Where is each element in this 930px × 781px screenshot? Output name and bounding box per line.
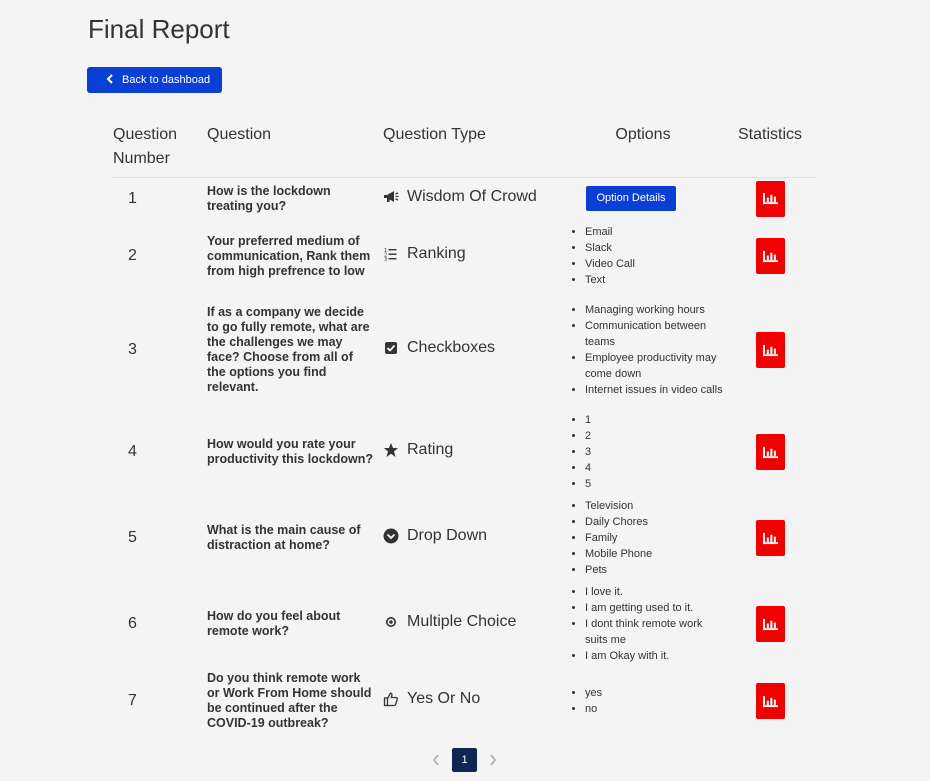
question-type	[383, 178, 563, 220]
header-question-type: Question Type	[383, 118, 563, 178]
table-row	[113, 407, 817, 497]
option-item: • 5	[585, 476, 723, 492]
question-options	[563, 219, 723, 293]
question-type	[383, 669, 563, 733]
header-number-line1: Question	[113, 126, 178, 143]
option-item: • 2	[585, 428, 723, 444]
report-table	[113, 118, 817, 733]
question-text: How would you rate your productivity this lockdown?	[207, 437, 373, 466]
question-text: Do you think remote work or Work From Home should be continued after the COVID-19 outbreak?	[207, 671, 372, 730]
table-row	[113, 579, 817, 669]
bar-chart-icon	[762, 695, 779, 708]
option-item: • Communication between teams	[585, 318, 723, 350]
question-type-label: Drop Down	[407, 527, 488, 544]
table-row	[113, 219, 817, 293]
option-item: • I am Okay with it.	[585, 648, 723, 664]
option-item: • yes	[585, 685, 723, 701]
question-type	[383, 497, 563, 579]
header-number-line2: Number	[113, 150, 170, 167]
star-icon	[383, 442, 399, 458]
options-list	[563, 584, 723, 664]
question-text: Your preferred medium of communication, Rank them from high prefrence to low	[207, 233, 371, 278]
statistics-button[interactable]	[756, 238, 785, 274]
question-options	[563, 497, 723, 579]
statistics-button[interactable]	[756, 181, 785, 217]
checkbox-icon	[383, 340, 399, 356]
statistics-cell	[723, 579, 817, 669]
chevron-left-icon	[103, 74, 116, 87]
option-item: • Managing working hours	[585, 302, 723, 318]
option-item: • Internet issues in video calls	[585, 382, 723, 398]
question-number: 6	[128, 615, 137, 632]
question-number: 4	[128, 443, 137, 460]
option-item: • I love it.	[585, 584, 723, 600]
bar-chart-icon	[762, 618, 779, 631]
megaphone-icon	[383, 189, 399, 205]
option-item: • Family	[585, 530, 723, 546]
bar-chart-icon	[762, 344, 779, 357]
bar-chart-icon	[762, 250, 779, 263]
question-type-label: Ranking	[407, 245, 466, 262]
statistics-cell	[723, 219, 817, 293]
question-type	[383, 407, 563, 497]
option-item: • Email	[585, 224, 723, 240]
question-options	[563, 293, 723, 407]
page-button-current[interactable]: 1	[452, 748, 477, 772]
option-item: • no	[585, 701, 723, 717]
header-question-number	[113, 118, 207, 178]
statistics-cell	[723, 669, 817, 733]
option-item: • I dont think remote work suits me	[585, 616, 723, 648]
radio-button-icon	[383, 614, 399, 630]
question-number: 3	[128, 341, 137, 358]
option-item: • Daily Chores	[585, 514, 723, 530]
table-row	[113, 293, 817, 407]
chevron-circle-down-icon	[383, 528, 399, 544]
option-item: • 1	[585, 412, 723, 428]
svg-text:1: 1	[384, 248, 388, 254]
header-question: Question	[207, 118, 383, 178]
statistics-button[interactable]	[756, 683, 785, 719]
option-item: • Mobile Phone	[585, 546, 723, 562]
thumbs-up-icon	[383, 691, 399, 707]
statistics-button[interactable]	[756, 520, 785, 556]
bar-chart-icon	[762, 446, 779, 459]
statistics-button[interactable]	[756, 606, 785, 642]
question-text: If as a company we decide to go fully remote, what are the challenges we may face? Choose from all of the options you find relevant.	[207, 305, 370, 394]
option-item: • 4	[585, 460, 723, 476]
pagination	[430, 748, 499, 772]
question-type	[383, 579, 563, 669]
ranking-list-icon	[383, 246, 399, 262]
question-type-label: Wisdom Of Crowd	[407, 187, 537, 205]
header-options: Options	[563, 118, 723, 178]
svg-text:3: 3	[384, 257, 388, 262]
question-text: What is the main cause of distraction at home?	[207, 523, 361, 552]
table-row	[113, 497, 817, 579]
question-options	[563, 407, 723, 497]
option-item: • Slack	[585, 240, 723, 256]
question-options	[563, 669, 723, 733]
page-title: Final Report	[88, 14, 230, 44]
back-to-dashboard-button[interactable]	[87, 67, 222, 93]
question-text: How do you feel about remote work?	[207, 609, 341, 638]
option-item: • Employee productivity may come down	[585, 350, 723, 382]
question-options	[563, 579, 723, 669]
option-item: • Video Call	[585, 256, 723, 272]
options-list	[563, 685, 723, 717]
question-type-label: Checkboxes	[407, 339, 496, 356]
question-number: 5	[128, 529, 137, 546]
question-options	[563, 178, 723, 220]
question-number: 7	[128, 692, 137, 709]
question-number: 2	[128, 247, 137, 264]
next-page-icon[interactable]	[487, 748, 499, 772]
options-list	[563, 302, 723, 398]
statistics-cell	[723, 293, 817, 407]
option-details-button[interactable]: Option Details	[586, 186, 676, 211]
options-list	[563, 498, 723, 578]
question-text: How is the lockdown treating you?	[207, 183, 331, 213]
svg-text:2: 2	[384, 252, 388, 259]
statistics-cell	[723, 407, 817, 497]
statistics-cell	[723, 178, 817, 220]
table-row	[113, 669, 817, 733]
question-type-label: Rating	[407, 441, 454, 458]
table-row	[113, 178, 817, 220]
option-item: • Television	[585, 498, 723, 514]
header-statistics: Statistics	[723, 118, 817, 178]
statistics-button[interactable]	[756, 434, 785, 470]
option-item: • Pets	[585, 562, 723, 578]
option-item: • 3	[585, 444, 723, 460]
question-type-label: Yes Or No	[407, 690, 481, 707]
statistics-cell	[723, 497, 817, 579]
question-type-label: Multiple Choice	[407, 613, 517, 630]
options-list	[563, 224, 723, 288]
back-button-label: Back to dashboad	[122, 74, 211, 86]
question-number: 1	[128, 189, 137, 207]
prev-page-icon[interactable]	[430, 748, 442, 772]
table-header-row	[113, 118, 817, 178]
bar-chart-icon	[762, 532, 779, 545]
statistics-button[interactable]	[756, 332, 785, 368]
option-item: • Text	[585, 272, 723, 288]
bar-chart-icon	[762, 192, 779, 205]
question-type	[383, 219, 563, 293]
option-item: • I am getting used to it.	[585, 600, 723, 616]
options-list	[563, 412, 723, 492]
question-type	[383, 293, 563, 407]
